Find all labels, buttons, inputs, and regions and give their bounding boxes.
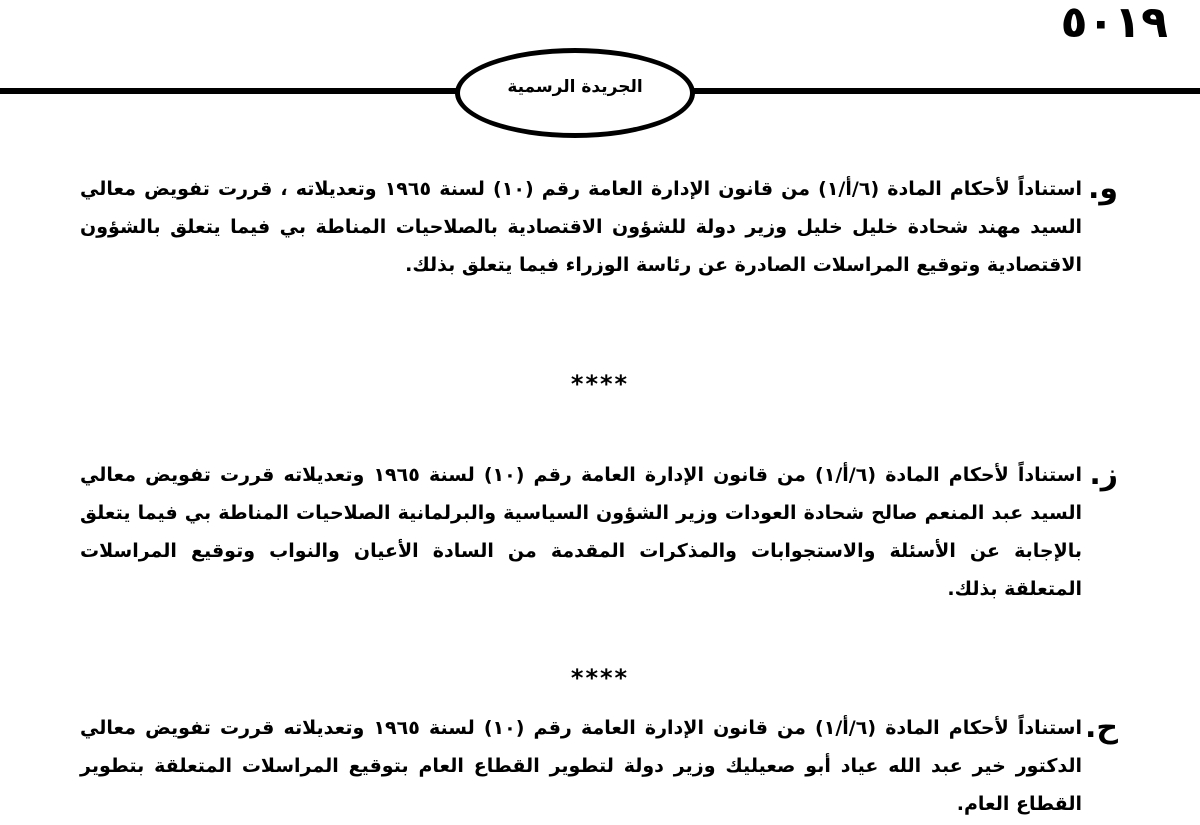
paragraph-ha xyxy=(80,709,1118,823)
paragraph-text: استناداً لأحكام المادة (٦/أ/١) من قانون الإدارة العامة رقم (١٠) لسنة ١٩٦٥ وتعديلاته قررت تفويض معالي السيد عبد المنعم صالح شحادة العودات وزير الشؤون السياسية والبرلمانية الصلاحيات المناطة بي فيما يتعلق بالإجابة عن الأسئلة والاستجوابات والمذكرات المقدمة من السادة الأعيان والنواب وتوقيع المراسلات المتعلقة بذلك. xyxy=(80,464,1082,600)
paragraph-zay xyxy=(80,456,1118,608)
separator-stars: **** xyxy=(570,370,630,398)
paragraph-text: استناداً لأحكام المادة (٦/أ/١) من قانون الإدارة العامة رقم (١٠) لسنة ١٩٦٥ وتعديلاته ، قررت تفويض معالي السيد مهند شحادة خليل خليل وزير دولة للشؤون الاقتصادية بالصلاحيات المناطة بي فيما يتعلق بالشؤون الاقتصادية وتوقيع المراسلات الصادرة عن رئاسة الوزراء فيما يتعلق بذلك. xyxy=(80,178,1082,276)
paragraph-text: استناداً لأحكام المادة (٦/أ/١) من قانون الإدارة العامة رقم (١٠) لسنة ١٩٦٥ وتعديلاته قررت تفويض معالي الدكتور خير عبد الله عياد أبو صعيليك وزير دولة لتطوير القطاع العام بتوقيع المراسلات المتعلقة بتطوير القطاع العام. xyxy=(80,717,1082,815)
paragraph-waw xyxy=(80,170,1118,284)
paragraph-letter: ز. xyxy=(1089,457,1118,492)
paragraph-letter: ح. xyxy=(1084,710,1118,745)
header-oval xyxy=(455,48,695,138)
page-number: ٥٠١٩ xyxy=(1060,0,1168,48)
header-title: الجريدة الرسمية xyxy=(507,77,643,97)
paragraph-letter: و. xyxy=(1087,171,1118,206)
separator-stars: **** xyxy=(570,664,630,692)
